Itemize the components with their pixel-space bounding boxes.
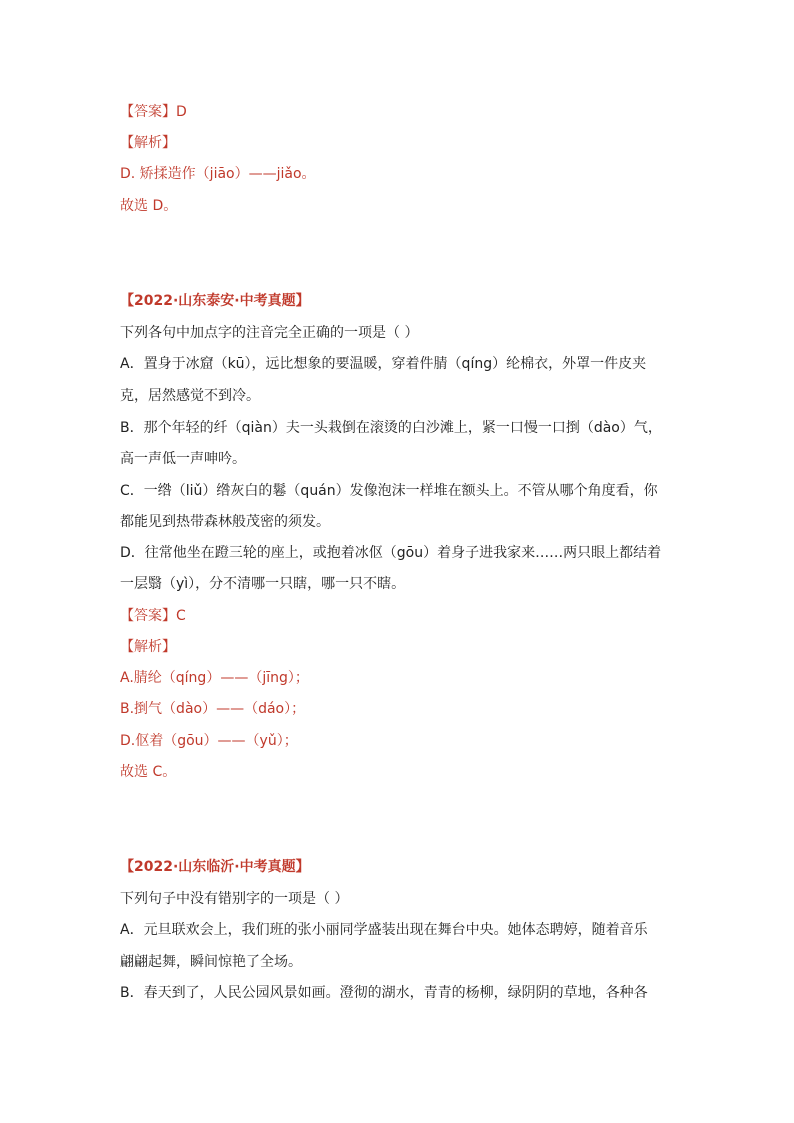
- question-source-2: 【2022·山东泰安·中考真题】: [120, 293, 310, 309]
- answer-label-2: 【答案】C: [120, 608, 186, 624]
- option-d-line-1: D．往常他坐在蹬三轮的座上，或抱着冰伛（gōu）着身子进我家来……两只眼上都结着: [120, 545, 662, 561]
- conclusion-2: 故选 C。: [120, 764, 177, 780]
- option-a-line-2: 克，居然感觉不到冷。: [120, 388, 260, 404]
- analysis-d-2: D.伛着（gōu）——（yǔ）；: [120, 733, 298, 749]
- conclusion-1: 故选 D。: [120, 198, 178, 214]
- answer-label-1: 【答案】D: [120, 104, 187, 120]
- question-stem-2: 下列各句中加点字的注音完全正确的一项是（ ）: [120, 325, 419, 341]
- option-a3-line-2: 翩翩起舞，瞬间惊艳了全场。: [120, 954, 302, 970]
- question-source-3: 【2022·山东临沂·中考真题】: [120, 859, 310, 875]
- option-d-line-2: 一层翳（yì），分不清哪一只瞎，哪一只不瞎。: [120, 576, 406, 592]
- analysis-b-2: B.捯气（dào）——（dáo）；: [120, 701, 306, 717]
- option-c-line-1: C．一绺（liǔ）绺灰白的鬈（quán）发像泡沫一样堆在额头上。不管从哪个角度看，你: [120, 483, 658, 499]
- option-a-line-1: A．置身于冰窟（kū），远比想象的要温暖，穿着件腈（qíng）纶棉衣，外罩一件皮夹: [120, 356, 647, 372]
- analysis-a-2: A.腈纶（qíng）——（jīng）；: [120, 670, 309, 686]
- analysis-label-2: 【解析】: [120, 639, 176, 655]
- analysis-label-1: 【解析】: [120, 135, 176, 151]
- analysis-text-1: D. 矫揉造作（jiāo）——jiǎo。: [120, 166, 316, 182]
- question-stem-3: 下列句子中没有错别字的一项是（ ）: [120, 891, 349, 907]
- option-b3-line-1: B．春天到了，人民公园风景如画。澄彻的湖水，青青的杨柳，绿阴阴的草地，各种各: [120, 985, 648, 1001]
- option-c-line-2: 都能见到热带森林般茂密的须发。: [120, 514, 330, 530]
- option-b-line-1: B．那个年轻的纤（qiàn）夫一头栽倒在滚烫的白沙滩上，紧一口慢一口捯（dào）气，: [120, 420, 662, 436]
- option-a3-line-1: A．元旦联欢会上，我们班的张小丽同学盛装出现在舞台中央。她体态聘婷，随着音乐: [120, 922, 648, 938]
- option-b-line-2: 高一声低一声呻吟。: [120, 451, 246, 467]
